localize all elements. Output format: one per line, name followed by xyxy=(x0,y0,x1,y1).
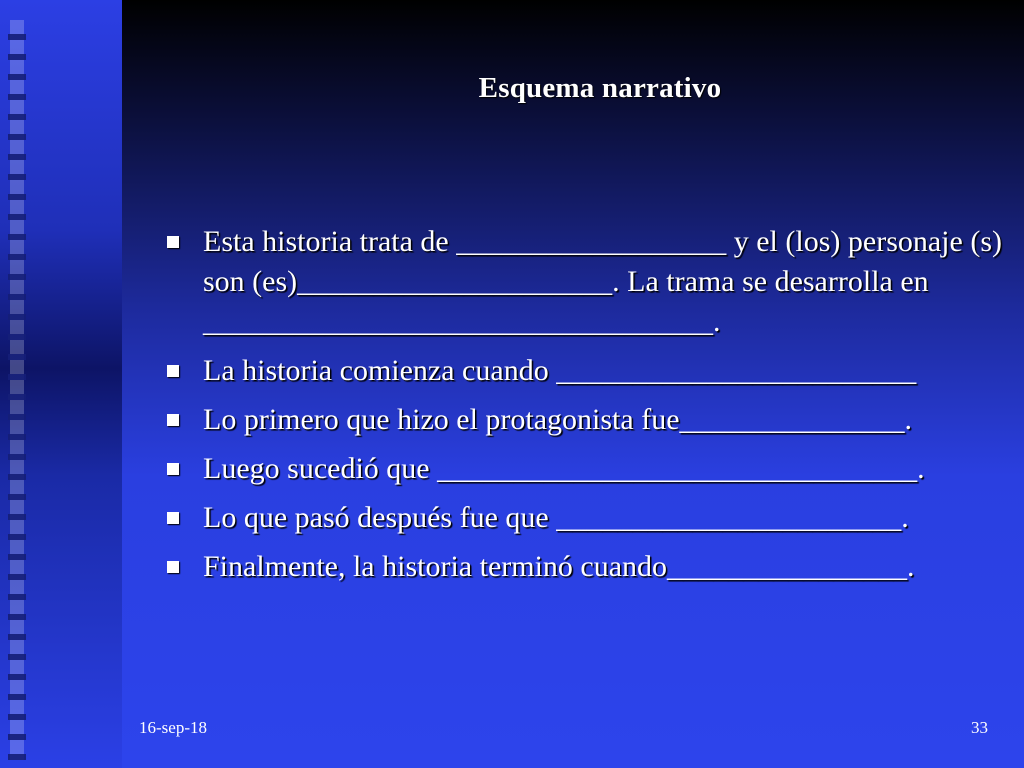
bullet-list xyxy=(162,222,1022,596)
bullet-item xyxy=(162,351,1022,391)
decorative-squares xyxy=(8,20,26,760)
bullet-text: Luego sucedió que ________________________________. xyxy=(203,452,925,485)
square-bullet-icon xyxy=(167,236,179,248)
bullet-text: Esta historia trata de __________________ y el (los) personaje (s) son (es)_____________________. La trama se desarrolla en __________________________________. xyxy=(203,225,1010,338)
bullet-item xyxy=(162,400,1022,440)
slide-number: 33 xyxy=(971,718,988,737)
bullet-text: Lo que pasó después fue que _______________________. xyxy=(203,501,909,534)
bullet-text: Lo primero que hizo el protagonista fue_______________. xyxy=(203,403,913,436)
square-bullet-icon xyxy=(167,414,179,426)
bullet-item xyxy=(162,498,1022,538)
bullet-item xyxy=(162,222,1022,342)
bullet-text: La historia comienza cuando ________________________ xyxy=(203,354,917,387)
square-bullet-icon xyxy=(167,561,179,573)
slide-title: Esquema narrativo xyxy=(478,72,722,104)
square-bullet-icon xyxy=(167,512,179,524)
bullet-text: Finalmente, la historia terminó cuando________________. xyxy=(203,550,915,583)
bullet-item xyxy=(162,547,1022,587)
square-bullet-icon xyxy=(167,365,179,377)
footer-date: 16-sep-18 xyxy=(139,718,207,737)
square-bullet-icon xyxy=(167,463,179,475)
left-decorative-bar xyxy=(0,0,122,768)
bullet-item xyxy=(162,449,1022,489)
